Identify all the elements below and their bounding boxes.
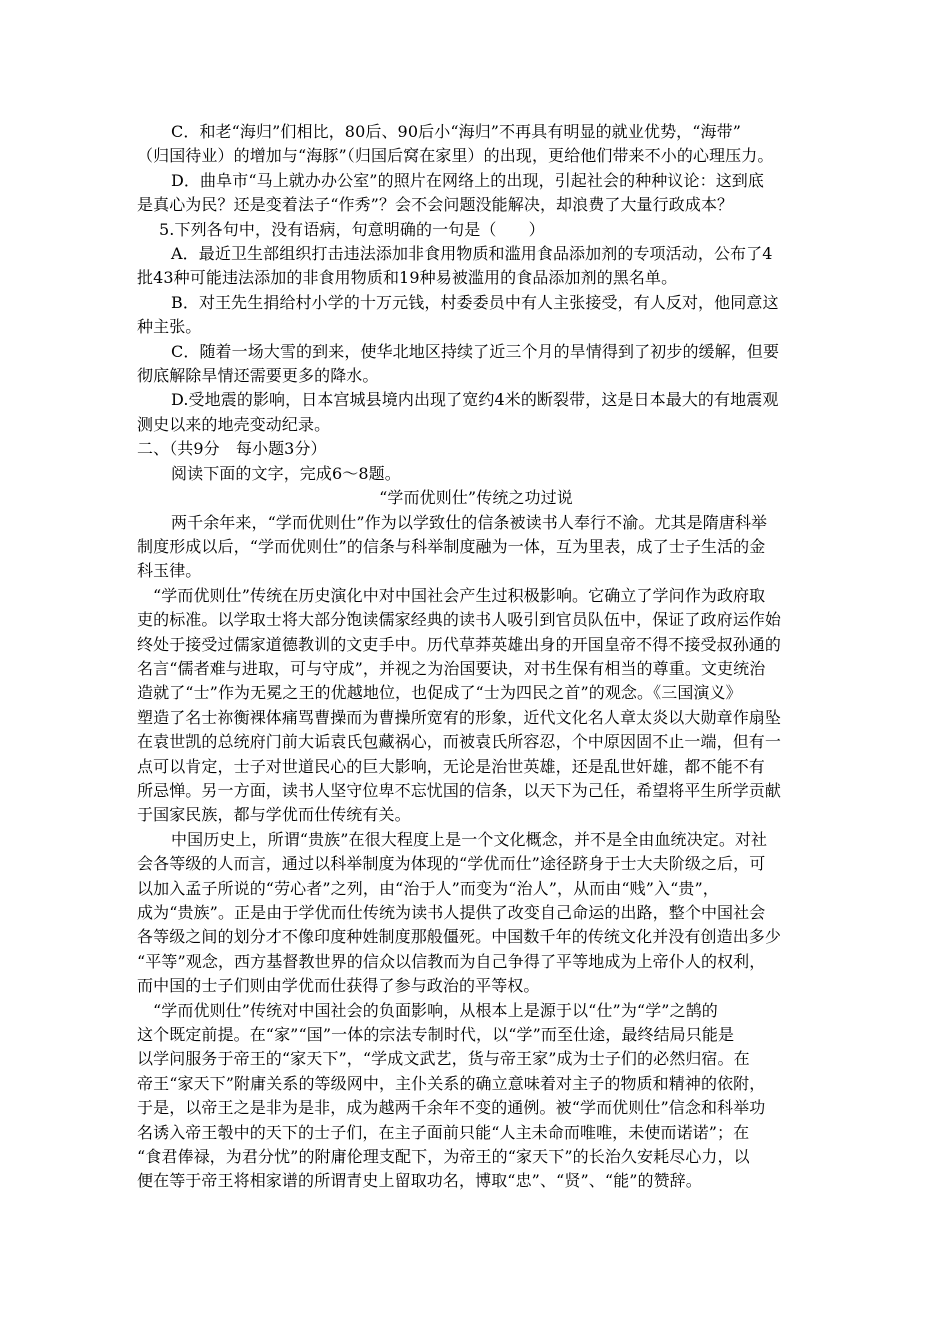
q5-stem: 5.下列各句中，没有语病，句意明确的一句是（ ） (159, 219, 545, 239)
q5-option-d (137, 388, 815, 437)
text-line: D．曲阜市“马上就办办公室”的照片在网络上的出现，引起社会的种种议论：这到底 (171, 170, 764, 190)
q5-option-a (137, 242, 815, 291)
q4-option-d (137, 169, 815, 218)
text-line: 点可以肯定，士子对世道民心的巨大影响，无论是治世英雄，还是乱世奸雄，都不能不有 (137, 756, 765, 776)
text-line: （归国待业）的增加与“海豚”（归国后窝在家里）的出现，更给他们带来不小的心理压力。 (137, 146, 774, 166)
text-line: 名言“儒者难与进取，可与守成”，并视之为治国要诀，对书生保有相当的尊重。文吏统治 (137, 658, 766, 678)
paragraph-1 (137, 511, 815, 584)
text-line: C．随着一场大雪的到来，使华北地区持续了近三个月的旱情得到了初步的缓解，但要 (171, 341, 780, 361)
text-line: 各等级之间的划分才不像印度种姓制度那般僵死。中国数千年的传统文化并没有创造出多少 (137, 927, 782, 947)
text-line: 于是，以帝王之是非为是非，成为越两千余年不变的通例。被“学而优则仕”信念和科举功 (137, 1098, 766, 1118)
text-line: 两千余年来，“学而优则仕”作为以学致仕的信条被读书人奉行不渝。尤其是隋唐科举 (171, 512, 768, 532)
text-line: 以加入孟子所说的“劳心者”之列，由“治于人”而变为“治人”，从而由“贱”入“贵”， (137, 878, 719, 898)
paragraph-4 (137, 999, 815, 1194)
text-line: 是真心为民？还是变着法子“作秀”？会不会问题没能解决，却浪费了大量行政成本？ (137, 195, 734, 215)
text-line: “学而优则仕”传统在历史演化中对中国社会产生过积极影响。它确立了学问作为政府取 (153, 585, 766, 605)
text-line: 造就了“士”作为无冕之王的优越地位，也促成了“士为四民之首”的观念。《三国演义》 (137, 683, 742, 703)
text-line: 会各等级的人而言，通过以科举制度为体现的“学优而仕”途径跻身于士大夫阶级之后，可 (137, 854, 766, 874)
text-line: “平等”观念，西方基督教世界的信众以信教而为自己争得了平等地成为上帝仆人的权利， (137, 951, 766, 971)
paragraph-2 (137, 584, 815, 828)
text-line: B．对王先生捐给村小学的十万元钱，村委委员中有人主张接受，有人反对，他同意这 (171, 292, 779, 312)
paragraph-3 (137, 828, 815, 999)
text-line: 批43种可能违法添加的非食用物质和19种易被滥用的食品添加剂的黑名单。 (137, 268, 678, 288)
q4-option-c (137, 120, 815, 169)
text-line: C．和老“海归”们相比，80后、90后小“海归”不再具有明显的就业优势，“海带” (171, 122, 742, 141)
text-line: 名诱入帝王彀中的天下的士子们，在主子面前只能“人主未命而唯唯，未使而诺诺”；在 (137, 1122, 750, 1142)
q5-option-c (137, 340, 815, 389)
exam-page (137, 120, 815, 1194)
text-line: “食君俸禄，为君分忧”的附庸伦理支配下，为帝王的“家天下”的长治久安耗尽心力，以 (137, 1147, 750, 1167)
reading-instruction: 阅读下面的文字，完成6～8题。 (171, 463, 401, 483)
article-title: “学而优则仕”传统之功过说 (379, 488, 573, 508)
q5-option-b (137, 291, 815, 340)
text-line: 种主张。 (137, 317, 202, 337)
text-line: 制度形成以后，“学而优则仕”的信条与科举制度融为一体，互为里表，成了士子生活的金 (137, 536, 766, 556)
text-line: 所忌惮。另一方面，读书人坚守位卑不忘忧国的信条，以天下为己任，希望将平生所学贡献 (137, 780, 782, 800)
text-line: 彻底解除旱情还需要更多的降水。 (137, 366, 379, 386)
text-line: 塑造了名士祢衡裸体痛骂曹操而为曹操所宽宥的形象，近代文化名人章太炎以大勋章作扇坠 (137, 707, 782, 727)
text-line: 中国历史上，所谓“贵族”在很大程度上是一个文化概念，并不是全由血统决定。对社 (171, 829, 768, 849)
section-heading: 二、（共9分 每小题3分） (137, 439, 327, 459)
text-line: 以学问服务于帝王的“家天下”，“学成文武艺，货与帝王家”成为士子们的必然归宿。在 (137, 1049, 750, 1069)
text-line: A．最近卫生部组织打击违法添加非食用物质和滥用食品添加剂的专项活动，公布了4 (171, 244, 773, 264)
text-line: 而中国的士子们则由学优而仕获得了参与政治的平等权。 (137, 976, 540, 996)
text-line: 便在等于帝王将相家谱的所谓青史上留取功名，博取“忠”、“贤”、“能”的赞辞。 (137, 1171, 702, 1191)
text-line: 在袁世凯的总统府门前大诟袁氏包藏祸心，而被袁氏所容忍，个中原因固不止一端，但有一 (137, 732, 782, 752)
text-line: 成为“贵族”。正是由于学优而仕传统为读书人提供了改变自己命运的出路，整个中国社会 (137, 903, 766, 922)
text-line: 帝王“家天下”附庸关系的等级网中，主仆关系的确立意味着对主子的物质和精神的依附， (137, 1073, 766, 1093)
text-line: 吏的标准。以学取士将大部分饱读儒家经典的读书人吸引到官员队伍中，保证了政府运作始 (137, 610, 782, 630)
text-line: D.受地震的影响，日本宫城县境内出现了宽约4米的断裂带，这是日本最大的有地震观 (171, 390, 779, 410)
text-line: 科玉律。 (137, 561, 202, 581)
text-line: “学而优则仕”传统对中国社会的负面影响，从根本上是源于以“仕”为“学”之鹄的 (153, 1000, 718, 1020)
text-line: 这个既定前提。在“家”“国”一体的宗法专制时代，以“学”而至仕途，最终结局只能是 (137, 1025, 735, 1045)
text-line: 于国家民族，都与学优而仕传统有关。 (137, 805, 411, 825)
text-line: 终处于接受过儒家道德教训的文吏手中。历代草莽英雄出身的开国皇帝不得不接受叔孙通的 (137, 634, 782, 654)
text-line: 测史以来的地壳变动纪录。 (137, 414, 331, 434)
